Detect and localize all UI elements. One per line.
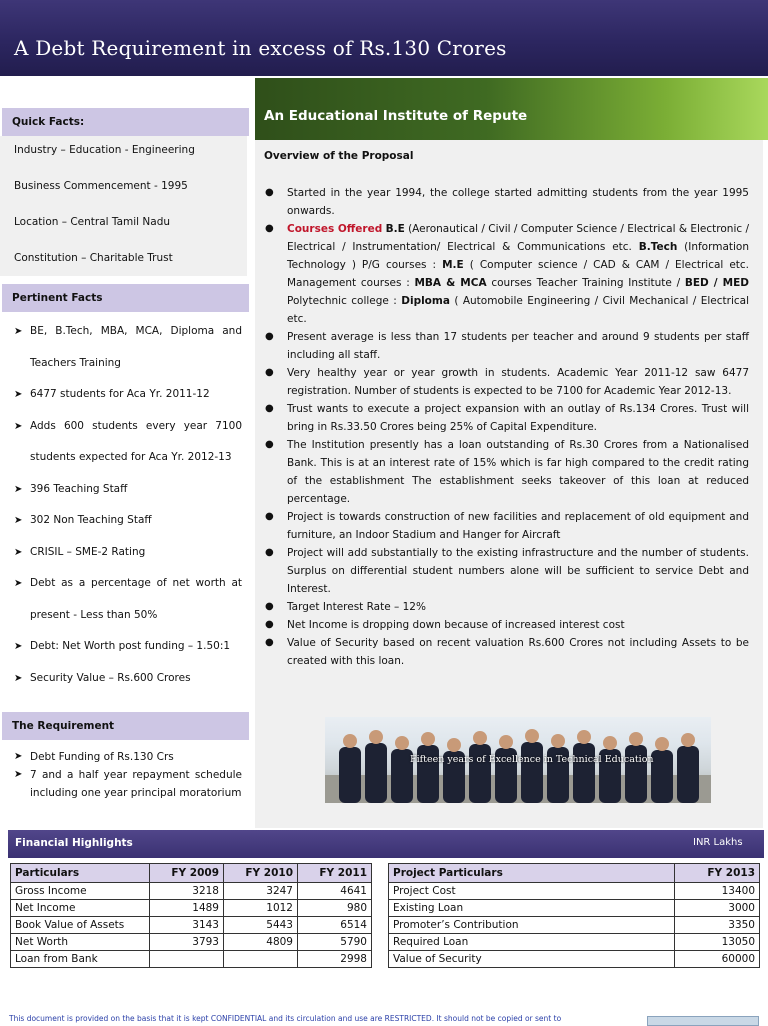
list-item: ● Net Income is dropping down because of increased interest cost: [263, 616, 749, 634]
table-cell: 3350: [675, 917, 760, 934]
list-item: ● Very healthy year or year growth in students. Academic Year 2011-12 saw 6477 registration. Number of students is expected to be 7100 for Academic Year 2012-13.: [263, 364, 749, 400]
financial-table: [10, 863, 372, 968]
table-cell: 980: [298, 900, 372, 917]
list-item: ➤ Debt: Net Worth post funding – 1.50:1: [12, 631, 242, 663]
list-item: ➤ Adds 600 students every year 7100 students expected for Aca Yr. 2012-13: [12, 411, 242, 474]
table-row: [389, 951, 760, 968]
table-header-row: [389, 864, 760, 883]
bullet-icon: ●: [265, 403, 274, 414]
arrow-bullet-icon: ➤: [14, 389, 23, 400]
bullet-icon: ●: [265, 547, 274, 558]
group-photo: [325, 717, 711, 803]
arrow-bullet-icon: ➤: [14, 769, 23, 780]
list-item: ● Present average is less than 17 students per teacher and around 9 students per staff including all staff.: [263, 328, 749, 364]
table-cell: Value of Security: [389, 951, 675, 968]
page-subtitle: An Educational Institute of Repute: [264, 108, 528, 124]
bullet-icon: ●: [265, 637, 274, 648]
bullet-icon: ●: [265, 187, 274, 198]
table-cell: Loan from Bank: [11, 951, 150, 968]
list-item: ● Trust wants to execute a project expansion with an outlay of Rs.134 Crores. Trust will bring in Rs.33.50 Crores being 25% of Capital Expenditure.: [263, 400, 749, 436]
confidentiality-notice: This document is provided on the basis that it is kept CONFIDENTIAL and its circulation and use are RESTRICTED. It should not be copied or sent to: [9, 1014, 562, 1023]
bullet-icon: ●: [265, 331, 274, 342]
table-cell: 3143: [150, 917, 224, 934]
table-cell: Required Loan: [389, 934, 675, 951]
column-header: FY 2010: [224, 864, 298, 883]
bullet-icon: ●: [265, 367, 274, 378]
table-cell: 3793: [150, 934, 224, 951]
list-item: ➤ CRISIL – SME-2 Rating: [12, 537, 242, 569]
list-item: ● Courses Offered B.E (Aeronautical / Civil / Computer Science / Electrical & Electronic / Electrical / Instrumentation/ Electrical & Communications etc. B.Tech (Information Technology ) P/G courses : M.E ( Computer science / CAD & CAM / Electrical etc. Management courses : MBA & MCA courses Teacher Training Institute / BED / MED Polytechnic college : Diploma ( Automobile Engineering / Civil Mechanical / Electrical etc.: [263, 220, 749, 328]
list-item: ➤ Debt Funding of Rs.130 Crs: [12, 748, 242, 766]
bullet-icon: ●: [265, 619, 274, 630]
corner-graphic: [647, 1016, 759, 1026]
overview-heading: Overview of the Proposal: [264, 150, 414, 162]
column-header: Particulars: [11, 864, 150, 883]
quick-fact: Constitution – Charitable Trust: [14, 252, 173, 264]
list-item: ● Started in the year 1994, the college started admitting students from the year 1995 onwards.: [263, 184, 749, 220]
arrow-bullet-icon: ➤: [14, 483, 23, 495]
list-item: ➤ Debt as a percentage of net worth at present - Less than 50%: [12, 568, 242, 631]
quick-facts-box: [0, 136, 247, 276]
list-item: ➤ 302 Non Teaching Staff: [12, 505, 242, 537]
table-row: [11, 883, 372, 900]
table-row: [389, 934, 760, 951]
quick-fact: Industry – Education - Engineering: [14, 144, 195, 156]
list-item: ● The Institution presently has a loan outstanding of Rs.30 Crores from a Nationalised Bank. This is at an interest rate of 15% which is far high compared to the credit rating of the establishment The establishment seeks takeover of this loan at reduced percentage.: [263, 436, 749, 508]
table-cell: 5790: [298, 934, 372, 951]
quick-fact: Location – Central Tamil Nadu: [14, 216, 171, 228]
photo-caption: Fifteen years of Excellence in Technical Education: [410, 754, 654, 765]
pertinent-facts-list: [0, 316, 248, 694]
list-item: ➤ Security Value – Rs.600 Crores: [12, 663, 242, 695]
list-item: ➤ 7 and a half year repayment schedule including one year principal moratorium: [12, 766, 242, 802]
table-cell: Net Worth: [11, 934, 150, 951]
list-item: ● Project is towards construction of new facilities and replacement of old equipment and furniture, an Indoor Stadium and Hanger for Aircraft: [263, 508, 749, 544]
requirement-heading: The Requirement: [2, 712, 249, 740]
arrow-bullet-icon: ➤: [14, 672, 23, 684]
table-row: [389, 900, 760, 917]
arrow-bullet-icon: ➤: [14, 751, 23, 762]
table-cell: 3218: [150, 883, 224, 900]
arrow-bullet-icon: ➤: [14, 515, 23, 526]
arrow-bullet-icon: ➤: [14, 546, 23, 558]
table-cell: 13400: [675, 883, 760, 900]
bullet-icon: ●: [265, 601, 274, 612]
quick-facts-heading: Quick Facts:: [2, 108, 249, 136]
table-row: [11, 900, 372, 917]
table-cell: 1012: [224, 900, 298, 917]
table-cell: 13050: [675, 934, 760, 951]
table-cell: 60000: [675, 951, 760, 968]
table-cell: Net Income: [11, 900, 150, 917]
table-cell: Promoter’s Contribution: [389, 917, 675, 934]
list-item: ➤ 6477 students for Aca Yr. 2011-12: [12, 379, 242, 411]
column-header: FY 2009: [150, 864, 224, 883]
arrow-bullet-icon: ➤: [14, 641, 23, 652]
table-cell: 4809: [224, 934, 298, 951]
table-cell: Existing Loan: [389, 900, 675, 917]
table-cell: 4641: [298, 883, 372, 900]
arrow-bullet-icon: ➤: [14, 420, 23, 432]
table-cell: Book Value of Assets: [11, 917, 150, 934]
page-title: A Debt Requirement in excess of Rs.130 Crores: [14, 36, 507, 60]
table-cell: 2998: [298, 951, 372, 968]
list-item: ● Value of Security based on recent valuation Rs.600 Crores not including Assets to be created with this loan.: [263, 634, 749, 670]
overview-bullets: [263, 184, 749, 670]
table-cell: Project Cost: [389, 883, 675, 900]
table-cell: [150, 951, 224, 968]
table-cell: 5443: [224, 917, 298, 934]
table-cell: 3247: [224, 883, 298, 900]
requirement-section: [0, 712, 250, 802]
bullet-icon: ●: [265, 439, 274, 450]
table-cell: 6514: [298, 917, 372, 934]
table-cell: Gross Income: [11, 883, 150, 900]
arrow-bullet-icon: ➤: [14, 578, 23, 589]
table-cell: 1489: [150, 900, 224, 917]
requirement-list: [0, 748, 248, 802]
list-item: ● Target Interest Rate – 12%: [263, 598, 749, 616]
column-header: FY 2011: [298, 864, 372, 883]
column-header: FY 2013: [675, 864, 760, 883]
project-table: [388, 863, 760, 968]
table-row: [11, 934, 372, 951]
column-header: Project Particulars: [389, 864, 675, 883]
list-item: ➤ 396 Teaching Staff: [12, 474, 242, 506]
table-row: [389, 883, 760, 900]
financial-highlights-heading: Financial Highlights: [15, 837, 133, 849]
left-column: [0, 108, 250, 694]
list-item: ➤ BE, B.Tech, MBA, MCA, Diploma and Teachers Training: [12, 316, 242, 379]
pertinent-facts-heading: Pertinent Facts: [2, 284, 249, 312]
quick-fact: Business Commencement - 1995: [14, 180, 188, 192]
table-row: [11, 917, 372, 934]
table-cell: 3000: [675, 900, 760, 917]
table-cell: [224, 951, 298, 968]
table-header-row: [11, 864, 372, 883]
list-item: ● Project will add substantially to the existing infrastructure and the number of students. Surplus on differential student numbers alone will be sufficient to service Debt and Interest.: [263, 544, 749, 598]
table-row: [389, 917, 760, 934]
currency-unit: INR Lakhs: [693, 837, 743, 848]
arrow-bullet-icon: ➤: [14, 326, 23, 337]
bullet-icon: ●: [265, 511, 274, 522]
bullet-icon: ●: [265, 223, 274, 234]
table-row: [11, 951, 372, 968]
